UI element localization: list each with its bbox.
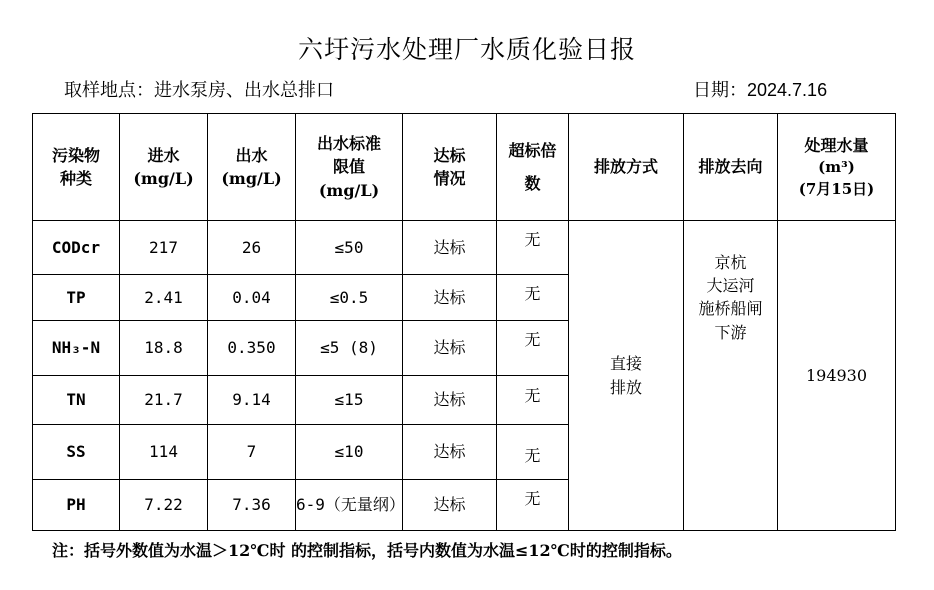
pollutant-name: NH₃-N (33, 321, 120, 376)
header-volume-line3: (7月15日) (798, 179, 875, 198)
compliance-status: 达标 (403, 480, 497, 531)
header-inflow (120, 114, 208, 221)
header-outflow-line2: (mg/L) (221, 169, 282, 188)
exceed-value (497, 480, 569, 531)
inflow-value: 217 (120, 221, 208, 275)
header-exceed-line2: 数 (524, 174, 541, 193)
header-volume-line1: 处理水量 (804, 135, 869, 155)
report-title: 六圩污水处理厂水质化验日报 (297, 35, 636, 64)
header-volume (778, 114, 896, 221)
limit-value: ≤5 (8) (296, 321, 403, 376)
header-exceed-line1: 超标倍 (508, 140, 557, 160)
inflow-value: 114 (120, 425, 208, 480)
exceed-text: 无 (524, 229, 541, 249)
discharge-method-line1: 直接 (609, 354, 642, 374)
compliance-status: 达标 (403, 425, 497, 480)
limit-value: ≤0.5 (296, 275, 403, 321)
header-compliance (403, 114, 497, 221)
header-limit-line3: (mg/L) (318, 180, 380, 200)
treated-volume: 194930 (778, 221, 896, 531)
header-discharge-method: 排放方式 (569, 114, 684, 221)
table-row (33, 221, 896, 275)
limit-value: ≤15 (296, 376, 403, 425)
header-outflow-line1: 出水 (235, 145, 268, 165)
inflow-value: 21.7 (120, 376, 208, 425)
inflow-value: 7.22 (120, 480, 208, 531)
destination-line4: 下游 (714, 322, 747, 342)
header-inflow-line1: 进水 (147, 145, 180, 165)
pollutant-name: SS (33, 425, 120, 480)
compliance-status: 达标 (403, 376, 497, 425)
header-pollutant-line2: 种类 (59, 169, 92, 188)
compliance-status: 达标 (403, 221, 497, 275)
outflow-value: 0.04 (208, 275, 296, 321)
outflow-value: 0.350 (208, 321, 296, 376)
inflow-value: 2.41 (120, 275, 208, 321)
water-quality-table (32, 113, 896, 531)
header-limit (296, 114, 403, 221)
destination-line3: 施桥船闸 (698, 299, 763, 319)
discharge-destination-cell (684, 221, 778, 531)
pollutant-name: TN (33, 376, 120, 425)
header-discharge-destination: 排放去向 (684, 114, 778, 221)
header-limit-line1: 出水标准 (316, 134, 381, 154)
header-compliance-line2: 情况 (433, 169, 466, 188)
compliance-status: 达标 (403, 321, 497, 376)
outflow-value: 7 (208, 425, 296, 480)
header-inflow-line2: (mg/L) (133, 169, 194, 188)
pollutant-name: CODcr (33, 221, 120, 275)
discharge-method-line2: 排放 (609, 377, 642, 397)
header-outflow (208, 114, 296, 221)
footnote: 注：括号外数值为水温＞12℃时 的控制指标，括号内数值为水温≤12℃时的控制指标。 (52, 541, 682, 560)
compliance-status: 达标 (403, 275, 497, 321)
destination-line2: 大运河 (706, 276, 755, 296)
limit-value: ≤10 (296, 425, 403, 480)
sample-location: 取样地点：进水泵房、出水总排口 (64, 80, 334, 101)
exceed-text: 无 (524, 386, 541, 406)
header-exceed (497, 114, 569, 221)
exceed-value (497, 275, 569, 321)
exceed-value (497, 221, 569, 275)
report-date: 日期：2024.7.16 (693, 80, 828, 100)
exceed-text: 无 (524, 446, 541, 466)
exceed-value (497, 376, 569, 425)
limit-value: ≤50 (296, 221, 403, 275)
header-volume-line2: (m³) (818, 157, 855, 176)
inflow-value: 18.8 (120, 321, 208, 376)
pollutant-name: PH (33, 480, 120, 531)
exceed-text: 无 (524, 489, 541, 509)
discharge-method-cell (569, 221, 684, 531)
outflow-value: 7.36 (208, 480, 296, 531)
header-compliance-line1: 达标 (433, 145, 466, 165)
exceed-text: 无 (524, 330, 541, 350)
limit-value: 6-9（无量纲） (296, 480, 403, 531)
outflow-value: 9.14 (208, 376, 296, 425)
header-row (33, 114, 896, 221)
exceed-value (497, 425, 569, 480)
header-pollutant (33, 114, 120, 221)
exceed-value (497, 321, 569, 376)
header-pollutant-line1: 污染物 (51, 145, 100, 165)
destination-line1: 京杭 (714, 253, 747, 272)
outflow-value: 26 (208, 221, 296, 275)
header-limit-line2: 限值 (332, 157, 365, 177)
pollutant-name: TP (33, 275, 120, 321)
exceed-text: 无 (524, 283, 541, 303)
